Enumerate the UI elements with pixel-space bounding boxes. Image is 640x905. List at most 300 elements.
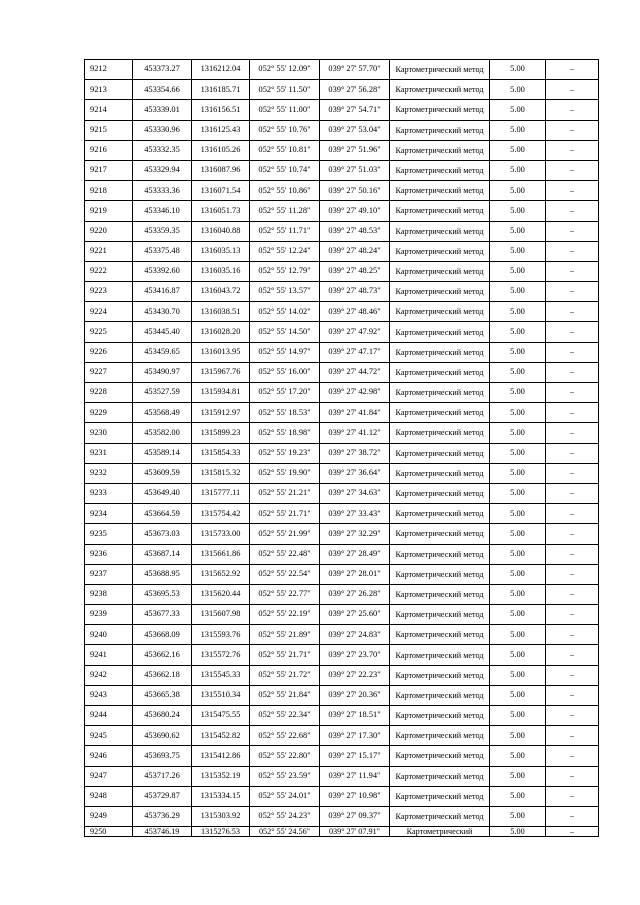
point-number-cell: 9231 <box>85 443 133 463</box>
y-coordinate-cell: 1315934.81 <box>192 383 250 403</box>
table-row <box>85 766 599 786</box>
accuracy-cell: 5.00 <box>490 625 546 645</box>
y-coordinate-cell: 1316038.51 <box>192 302 250 322</box>
point-number-cell: 9237 <box>85 564 133 584</box>
y-coordinate-cell: 1315967.76 <box>192 362 250 382</box>
x-coordinate-cell: 453688.95 <box>133 564 192 584</box>
longitude-cell: 039° 27' 09.37" <box>320 806 390 826</box>
note-cell: – <box>546 342 599 362</box>
y-coordinate-cell: 1316071.54 <box>192 181 250 201</box>
longitude-cell: 039° 27' 57.70" <box>320 60 390 80</box>
method-cell: Картометрический метод <box>390 564 490 584</box>
longitude-cell: 039° 27' 18.51" <box>320 706 390 726</box>
x-coordinate-cell: 453664.59 <box>133 504 192 524</box>
table-row <box>85 746 599 766</box>
method-cell: Картометрический метод <box>390 342 490 362</box>
table-row <box>85 383 599 403</box>
note-cell: – <box>546 786 599 806</box>
latitude-cell: 052° 55' 14.50" <box>250 322 320 342</box>
table-row <box>85 201 599 221</box>
longitude-cell: 039° 27' 23.70" <box>320 645 390 665</box>
y-coordinate-cell: 1316013.95 <box>192 342 250 362</box>
x-coordinate-cell: 453662.16 <box>133 645 192 665</box>
method-cell: Картометрический метод <box>390 726 490 746</box>
table-row <box>85 605 599 625</box>
method-cell: Картометрический метод <box>390 362 490 382</box>
note-cell: – <box>546 160 599 180</box>
longitude-cell: 039° 27' 51.03" <box>320 160 390 180</box>
y-coordinate-cell: 1315912.97 <box>192 403 250 423</box>
method-cell: Картометрический метод <box>390 302 490 322</box>
note-cell: – <box>546 403 599 423</box>
x-coordinate-cell: 453662.18 <box>133 665 192 685</box>
point-number-cell: 9220 <box>85 221 133 241</box>
latitude-cell: 052° 55' 21.84" <box>250 685 320 705</box>
y-coordinate-cell: 1316028.20 <box>192 322 250 342</box>
method-cell: Картометрический метод <box>390 160 490 180</box>
x-coordinate-cell: 453490.97 <box>133 362 192 382</box>
latitude-cell: 052° 55' 24.23" <box>250 806 320 826</box>
x-coordinate-cell: 453416.87 <box>133 282 192 302</box>
longitude-cell: 039° 27' 17.30" <box>320 726 390 746</box>
x-coordinate-cell: 453373.27 <box>133 60 192 80</box>
table-row <box>85 322 599 342</box>
table-row <box>85 665 599 685</box>
longitude-cell: 039° 27' 10.98" <box>320 786 390 806</box>
method-cell: Картометрический метод <box>390 706 490 726</box>
longitude-cell: 039° 27' 34.63" <box>320 483 390 503</box>
note-cell: – <box>546 362 599 382</box>
table-row <box>85 726 599 746</box>
x-coordinate-cell: 453445.40 <box>133 322 192 342</box>
latitude-cell: 052° 55' 11.71" <box>250 221 320 241</box>
table-row <box>85 80 599 100</box>
accuracy-cell: 5.00 <box>490 362 546 382</box>
y-coordinate-cell: 1315452.82 <box>192 726 250 746</box>
accuracy-cell: 5.00 <box>490 282 546 302</box>
latitude-cell: 052° 55' 16.00" <box>250 362 320 382</box>
accuracy-cell: 5.00 <box>490 241 546 261</box>
point-number-cell: 9227 <box>85 362 133 382</box>
method-cell: Картометрический метод <box>390 766 490 786</box>
accuracy-cell: 5.00 <box>490 463 546 483</box>
method-cell: Картометрический метод <box>390 261 490 281</box>
note-cell: – <box>546 504 599 524</box>
method-cell: Картометрический метод <box>390 181 490 201</box>
latitude-cell: 052° 55' 18.53" <box>250 403 320 423</box>
table-row <box>85 827 599 837</box>
accuracy-cell: 5.00 <box>490 806 546 826</box>
x-coordinate-cell: 453665.38 <box>133 685 192 705</box>
longitude-cell: 039° 27' 48.25" <box>320 261 390 281</box>
y-coordinate-cell: 1315545.33 <box>192 665 250 685</box>
latitude-cell: 052° 55' 22.34" <box>250 706 320 726</box>
table-row <box>85 100 599 120</box>
latitude-cell: 052° 55' 21.72" <box>250 665 320 685</box>
latitude-cell: 052° 55' 24.01" <box>250 786 320 806</box>
x-coordinate-cell: 453392.60 <box>133 261 192 281</box>
table-row <box>85 140 599 160</box>
note-cell: – <box>546 181 599 201</box>
note-cell: – <box>546 564 599 584</box>
point-number-cell: 9244 <box>85 706 133 726</box>
note-cell: – <box>546 261 599 281</box>
note-cell: – <box>546 60 599 80</box>
point-number-cell: 9222 <box>85 261 133 281</box>
longitude-cell: 039° 27' 28.49" <box>320 544 390 564</box>
accuracy-cell: 5.00 <box>490 342 546 362</box>
y-coordinate-cell: 1315593.76 <box>192 625 250 645</box>
y-coordinate-cell: 1315652.92 <box>192 564 250 584</box>
method-cell: Картометрический метод <box>390 605 490 625</box>
table-row <box>85 60 599 80</box>
method-cell: Картометрический метод <box>390 241 490 261</box>
note-cell: – <box>546 463 599 483</box>
accuracy-cell: 5.00 <box>490 100 546 120</box>
longitude-cell: 039° 27' 38.72" <box>320 443 390 463</box>
point-number-cell: 9216 <box>85 140 133 160</box>
note-cell: – <box>546 766 599 786</box>
longitude-cell: 039° 27' 26.28" <box>320 584 390 604</box>
longitude-cell: 039° 27' 49.10" <box>320 201 390 221</box>
table-row <box>85 524 599 544</box>
x-coordinate-cell: 453332.35 <box>133 140 192 160</box>
accuracy-cell: 5.00 <box>490 423 546 443</box>
table-row <box>85 403 599 423</box>
point-number-cell: 9233 <box>85 483 133 503</box>
latitude-cell: 052° 55' 21.71" <box>250 645 320 665</box>
x-coordinate-cell: 453668.09 <box>133 625 192 645</box>
point-number-cell: 9247 <box>85 766 133 786</box>
x-coordinate-cell: 453687.14 <box>133 544 192 564</box>
table-row <box>85 584 599 604</box>
note-cell: – <box>546 302 599 322</box>
point-number-cell: 9243 <box>85 685 133 705</box>
method-cell: Картометрический метод <box>390 282 490 302</box>
accuracy-cell: 5.00 <box>490 443 546 463</box>
note-cell: – <box>546 241 599 261</box>
accuracy-cell: 5.00 <box>490 544 546 564</box>
note-cell: – <box>546 120 599 140</box>
accuracy-cell: 5.00 <box>490 322 546 342</box>
latitude-cell: 052° 55' 10.74" <box>250 160 320 180</box>
y-coordinate-cell: 1315412.86 <box>192 746 250 766</box>
point-number-cell: 9223 <box>85 282 133 302</box>
point-number-cell: 9241 <box>85 645 133 665</box>
accuracy-cell: 5.00 <box>490 685 546 705</box>
point-number-cell: 9249 <box>85 806 133 826</box>
accuracy-cell: 5.00 <box>490 746 546 766</box>
table-row <box>85 181 599 201</box>
y-coordinate-cell: 1315276.53 <box>192 827 250 837</box>
note-cell: – <box>546 322 599 342</box>
accuracy-cell: 5.00 <box>490 383 546 403</box>
note-cell: – <box>546 665 599 685</box>
note-cell: – <box>546 443 599 463</box>
y-coordinate-cell: 1315334.15 <box>192 786 250 806</box>
longitude-cell: 039° 27' 50.16" <box>320 181 390 201</box>
y-coordinate-cell: 1315475.55 <box>192 706 250 726</box>
table-row <box>85 160 599 180</box>
table-row <box>85 120 599 140</box>
accuracy-cell: 5.00 <box>490 120 546 140</box>
method-cell: Картометрический метод <box>390 60 490 80</box>
longitude-cell: 039° 27' 07.91" <box>320 827 390 837</box>
y-coordinate-cell: 1315352.19 <box>192 766 250 786</box>
point-number-cell: 9248 <box>85 786 133 806</box>
method-cell: Картометрический метод <box>390 806 490 826</box>
longitude-cell: 039° 27' 54.71" <box>320 100 390 120</box>
longitude-cell: 039° 27' 20.36" <box>320 685 390 705</box>
accuracy-cell: 5.00 <box>490 302 546 322</box>
table-row <box>85 544 599 564</box>
accuracy-cell: 5.00 <box>490 524 546 544</box>
table-row <box>85 786 599 806</box>
latitude-cell: 052° 55' 19.23" <box>250 443 320 463</box>
x-coordinate-cell: 453346.10 <box>133 201 192 221</box>
longitude-cell: 039° 27' 53.04" <box>320 120 390 140</box>
table-row <box>85 685 599 705</box>
method-cell: Картометрический метод <box>390 221 490 241</box>
x-coordinate-cell: 453673.03 <box>133 524 192 544</box>
accuracy-cell: 5.00 <box>490 645 546 665</box>
accuracy-cell: 5.00 <box>490 786 546 806</box>
accuracy-cell: 5.00 <box>490 706 546 726</box>
note-cell: – <box>546 645 599 665</box>
longitude-cell: 039° 27' 33.43" <box>320 504 390 524</box>
method-cell: Картометрический метод <box>390 665 490 685</box>
note-cell: – <box>546 383 599 403</box>
accuracy-cell: 5.00 <box>490 504 546 524</box>
x-coordinate-cell: 453609.59 <box>133 463 192 483</box>
point-number-cell: 9213 <box>85 80 133 100</box>
y-coordinate-cell: 1315620.44 <box>192 584 250 604</box>
method-cell: Картометрический метод <box>390 483 490 503</box>
note-cell: – <box>546 282 599 302</box>
accuracy-cell: 5.00 <box>490 181 546 201</box>
point-number-cell: 9239 <box>85 605 133 625</box>
table-row <box>85 282 599 302</box>
point-number-cell: 9240 <box>85 625 133 645</box>
latitude-cell: 052° 55' 21.71" <box>250 504 320 524</box>
y-coordinate-cell: 1316035.13 <box>192 241 250 261</box>
method-cell: Картометрический метод <box>390 383 490 403</box>
method-cell: Картометрический метод <box>390 524 490 544</box>
x-coordinate-cell: 453359.35 <box>133 221 192 241</box>
accuracy-cell: 5.00 <box>490 221 546 241</box>
point-number-cell: 9224 <box>85 302 133 322</box>
latitude-cell: 052° 55' 10.86" <box>250 181 320 201</box>
method-cell: Картометрический метод <box>390 423 490 443</box>
table-row <box>85 261 599 281</box>
latitude-cell: 052° 55' 21.99" <box>250 524 320 544</box>
point-number-cell: 9245 <box>85 726 133 746</box>
latitude-cell: 052° 55' 11.00" <box>250 100 320 120</box>
y-coordinate-cell: 1315777.11 <box>192 483 250 503</box>
longitude-cell: 039° 27' 42.98" <box>320 383 390 403</box>
x-coordinate-cell: 453746.19 <box>133 827 192 837</box>
y-coordinate-cell: 1316087.96 <box>192 160 250 180</box>
point-number-cell: 9229 <box>85 403 133 423</box>
x-coordinate-cell: 453736.29 <box>133 806 192 826</box>
note-cell: – <box>546 706 599 726</box>
point-number-cell: 9242 <box>85 665 133 685</box>
note-cell: – <box>546 524 599 544</box>
point-number-cell: 9230 <box>85 423 133 443</box>
y-coordinate-cell: 1316185.71 <box>192 80 250 100</box>
latitude-cell: 052° 55' 23.59" <box>250 766 320 786</box>
latitude-cell: 052° 55' 19.90" <box>250 463 320 483</box>
y-coordinate-cell: 1315572.76 <box>192 645 250 665</box>
longitude-cell: 039° 27' 22.23" <box>320 665 390 685</box>
note-cell: – <box>546 221 599 241</box>
point-number-cell: 9238 <box>85 584 133 604</box>
method-cell: Картометрический метод <box>390 584 490 604</box>
y-coordinate-cell: 1316040.88 <box>192 221 250 241</box>
x-coordinate-cell: 453649.40 <box>133 483 192 503</box>
latitude-cell: 052° 55' 22.80" <box>250 746 320 766</box>
accuracy-cell: 5.00 <box>490 60 546 80</box>
longitude-cell: 039° 27' 48.53" <box>320 221 390 241</box>
x-coordinate-cell: 453330.96 <box>133 120 192 140</box>
latitude-cell: 052° 55' 22.77" <box>250 584 320 604</box>
longitude-cell: 039° 27' 36.64" <box>320 463 390 483</box>
latitude-cell: 052° 55' 22.54" <box>250 564 320 584</box>
table-row <box>85 241 599 261</box>
table-row <box>85 342 599 362</box>
accuracy-cell: 5.00 <box>490 564 546 584</box>
point-number-cell: 9250 <box>85 827 133 837</box>
y-coordinate-cell: 1315899.23 <box>192 423 250 443</box>
x-coordinate-cell: 453582.00 <box>133 423 192 443</box>
method-cell: Картометрический метод <box>390 322 490 342</box>
note-cell: – <box>546 625 599 645</box>
longitude-cell: 039° 27' 25.60" <box>320 605 390 625</box>
accuracy-cell: 5.00 <box>490 665 546 685</box>
y-coordinate-cell: 1315854.33 <box>192 443 250 463</box>
method-cell: Картометрический метод <box>390 786 490 806</box>
x-coordinate-cell: 453729.87 <box>133 786 192 806</box>
latitude-cell: 052° 55' 11.50" <box>250 80 320 100</box>
longitude-cell: 039° 27' 47.17" <box>320 342 390 362</box>
table-row <box>85 564 599 584</box>
point-number-cell: 9217 <box>85 160 133 180</box>
table-row <box>85 645 599 665</box>
point-number-cell: 9228 <box>85 383 133 403</box>
longitude-cell: 039° 27' 11.94" <box>320 766 390 786</box>
y-coordinate-cell: 1316105.26 <box>192 140 250 160</box>
method-cell: Картометрический метод <box>390 685 490 705</box>
method-cell: Картометрический <box>390 827 490 837</box>
method-cell: Картометрический метод <box>390 443 490 463</box>
x-coordinate-cell: 453680.24 <box>133 706 192 726</box>
method-cell: Картометрический метод <box>390 544 490 564</box>
longitude-cell: 039° 27' 41.84" <box>320 403 390 423</box>
method-cell: Картометрический метод <box>390 140 490 160</box>
latitude-cell: 052° 55' 14.02" <box>250 302 320 322</box>
longitude-cell: 039° 27' 44.72" <box>320 362 390 382</box>
note-cell: – <box>546 423 599 443</box>
x-coordinate-cell: 453354.66 <box>133 80 192 100</box>
note-cell: – <box>546 584 599 604</box>
table-row <box>85 362 599 382</box>
accuracy-cell: 5.00 <box>490 605 546 625</box>
note-cell: – <box>546 827 599 837</box>
accuracy-cell: 5.00 <box>490 726 546 746</box>
note-cell: – <box>546 605 599 625</box>
x-coordinate-cell: 453527.59 <box>133 383 192 403</box>
longitude-cell: 039° 27' 28.01" <box>320 564 390 584</box>
x-coordinate-cell: 453459.65 <box>133 342 192 362</box>
point-number-cell: 9226 <box>85 342 133 362</box>
note-cell: – <box>546 544 599 564</box>
latitude-cell: 052° 55' 24.56" <box>250 827 320 837</box>
x-coordinate-cell: 453690.62 <box>133 726 192 746</box>
accuracy-cell: 5.00 <box>490 827 546 837</box>
method-cell: Картометрический метод <box>390 80 490 100</box>
point-number-cell: 9212 <box>85 60 133 80</box>
point-number-cell: 9235 <box>85 524 133 544</box>
x-coordinate-cell: 453589.14 <box>133 443 192 463</box>
latitude-cell: 052° 55' 12.09" <box>250 60 320 80</box>
accuracy-cell: 5.00 <box>490 80 546 100</box>
method-cell: Картометрический метод <box>390 625 490 645</box>
longitude-cell: 039° 27' 15.17" <box>320 746 390 766</box>
x-coordinate-cell: 453717.26 <box>133 766 192 786</box>
longitude-cell: 039° 27' 32.29" <box>320 524 390 544</box>
accuracy-cell: 5.00 <box>490 261 546 281</box>
point-number-cell: 9234 <box>85 504 133 524</box>
latitude-cell: 052° 55' 13.57" <box>250 282 320 302</box>
table-row <box>85 302 599 322</box>
point-number-cell: 9225 <box>85 322 133 342</box>
latitude-cell: 052° 55' 17.20" <box>250 383 320 403</box>
y-coordinate-cell: 1315303.92 <box>192 806 250 826</box>
x-coordinate-cell: 453568.49 <box>133 403 192 423</box>
note-cell: – <box>546 483 599 503</box>
x-coordinate-cell: 453695.53 <box>133 584 192 604</box>
y-coordinate-cell: 1315815.32 <box>192 463 250 483</box>
point-number-cell: 9221 <box>85 241 133 261</box>
point-number-cell: 9215 <box>85 120 133 140</box>
accuracy-cell: 5.00 <box>490 483 546 503</box>
y-coordinate-cell: 1316051.73 <box>192 201 250 221</box>
table-row <box>85 423 599 443</box>
y-coordinate-cell: 1316043.72 <box>192 282 250 302</box>
table-row <box>85 483 599 503</box>
longitude-cell: 039° 27' 48.46" <box>320 302 390 322</box>
method-cell: Картометрический метод <box>390 201 490 221</box>
table-row <box>85 504 599 524</box>
accuracy-cell: 5.00 <box>490 201 546 221</box>
y-coordinate-cell: 1315607.98 <box>192 605 250 625</box>
point-number-cell: 9214 <box>85 100 133 120</box>
latitude-cell: 052° 55' 10.76" <box>250 120 320 140</box>
accuracy-cell: 5.00 <box>490 403 546 423</box>
accuracy-cell: 5.00 <box>490 160 546 180</box>
x-coordinate-cell: 453339.01 <box>133 100 192 120</box>
point-number-cell: 9232 <box>85 463 133 483</box>
point-number-cell: 9219 <box>85 201 133 221</box>
method-cell: Картометрический метод <box>390 504 490 524</box>
point-number-cell: 9236 <box>85 544 133 564</box>
latitude-cell: 052° 55' 18.98" <box>250 423 320 443</box>
latitude-cell: 052° 55' 22.68" <box>250 726 320 746</box>
latitude-cell: 052° 55' 22.48" <box>250 544 320 564</box>
note-cell: – <box>546 100 599 120</box>
note-cell: – <box>546 726 599 746</box>
method-cell: Картометрический метод <box>390 746 490 766</box>
